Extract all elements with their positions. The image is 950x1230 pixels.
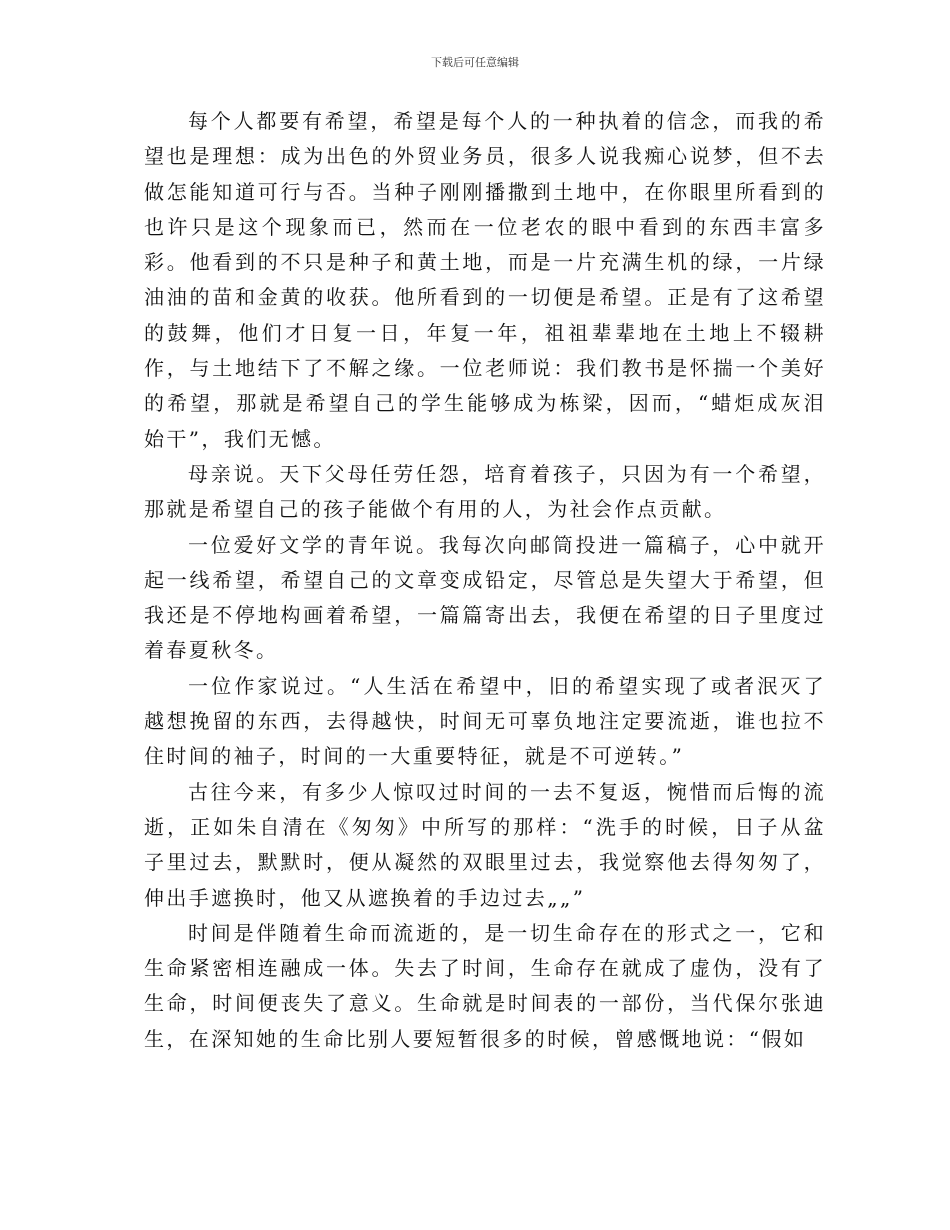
paragraph-hope: 每个人都要有希望，希望是每个人的一种执着的信念，而我的希望也是理想：成为出色的外贸业务员，很多人说我痴心说梦，但不去做怎能知道可行与否。当种子刚刚播撒到土地中，在你眼里所看到的也许只是这个现象而已，然而在一位老农的眼中看到的东西丰富多彩。他看到的不只是种子和黄土地，而是一片充满生机的绿，一片绿油油的苗和金黄的收获。他所看到的一切便是希望。正是有了这希望的鼓舞，他们才日复一日，年复一年，祖祖辈辈地在土地上不辍耕作，与土地结下了不解之缘。一位老师说：我们教书是怀揣一个美好的希望，那就是希望自己的学生能够成为栋梁，因而，“蜡炬成灰泪始干”，我们无憾。 [144, 109, 826, 451]
paragraph-zhu-ziqing: 古往今来，有多少人惊叹过时间的一去不复返，惋惜而后悔的流逝，正如朱自清在《匆匆》中所写的那样：“洗手的时候，日子从盆子里过去，默默时，便从凝然的双眼里过去，我觉察他去得匆匆了，伸出手遮换时，他又从遮换着的手边过去„„” [144, 779, 826, 910]
paragraph-time-and-life: 时间是伴随着生命而流逝的，是一切生命存在的形式之一，它和生命紧密相连融成一体。失去了时间，生命存在就成了虚伪，没有了生命，时间便丧失了意义。生命就是时间表的一部份，当代保尔张迪生，在深知她的生命比别人要短暂很多的时候，曾感慨地说：“假如 [144, 920, 826, 1051]
paragraph-mother: 母亲说。天下父母任劳任怨，培育着孩子，只因为有一个希望，那就是希望自己的孩子能做个有用的人，为社会作点贡献。 [144, 461, 826, 522]
paragraph-author-quote: 一位作家说过。“人生活在希望中，旧的希望实现了或者泯灭了越想挽留的东西，去得越快，时间无可辜负地注定要流逝，谁也拉不住时间的袖子，时间的一大重要特征，就是不可逆转。” [144, 673, 826, 769]
document-body [144, 104, 826, 1057]
paragraph-young-writer: 一位爱好文学的青年说。我每次向邮筒投进一篇稿子，心中就开起一线希望，希望自己的文章变成铅定，尽管总是失望大于希望，但我还是不停地构画着希望，一篇篇寄出去，我便在希望的日子里度过着春夏秋冬。 [144, 532, 826, 663]
page-header: 下载后可任意编辑 [431, 56, 519, 69]
